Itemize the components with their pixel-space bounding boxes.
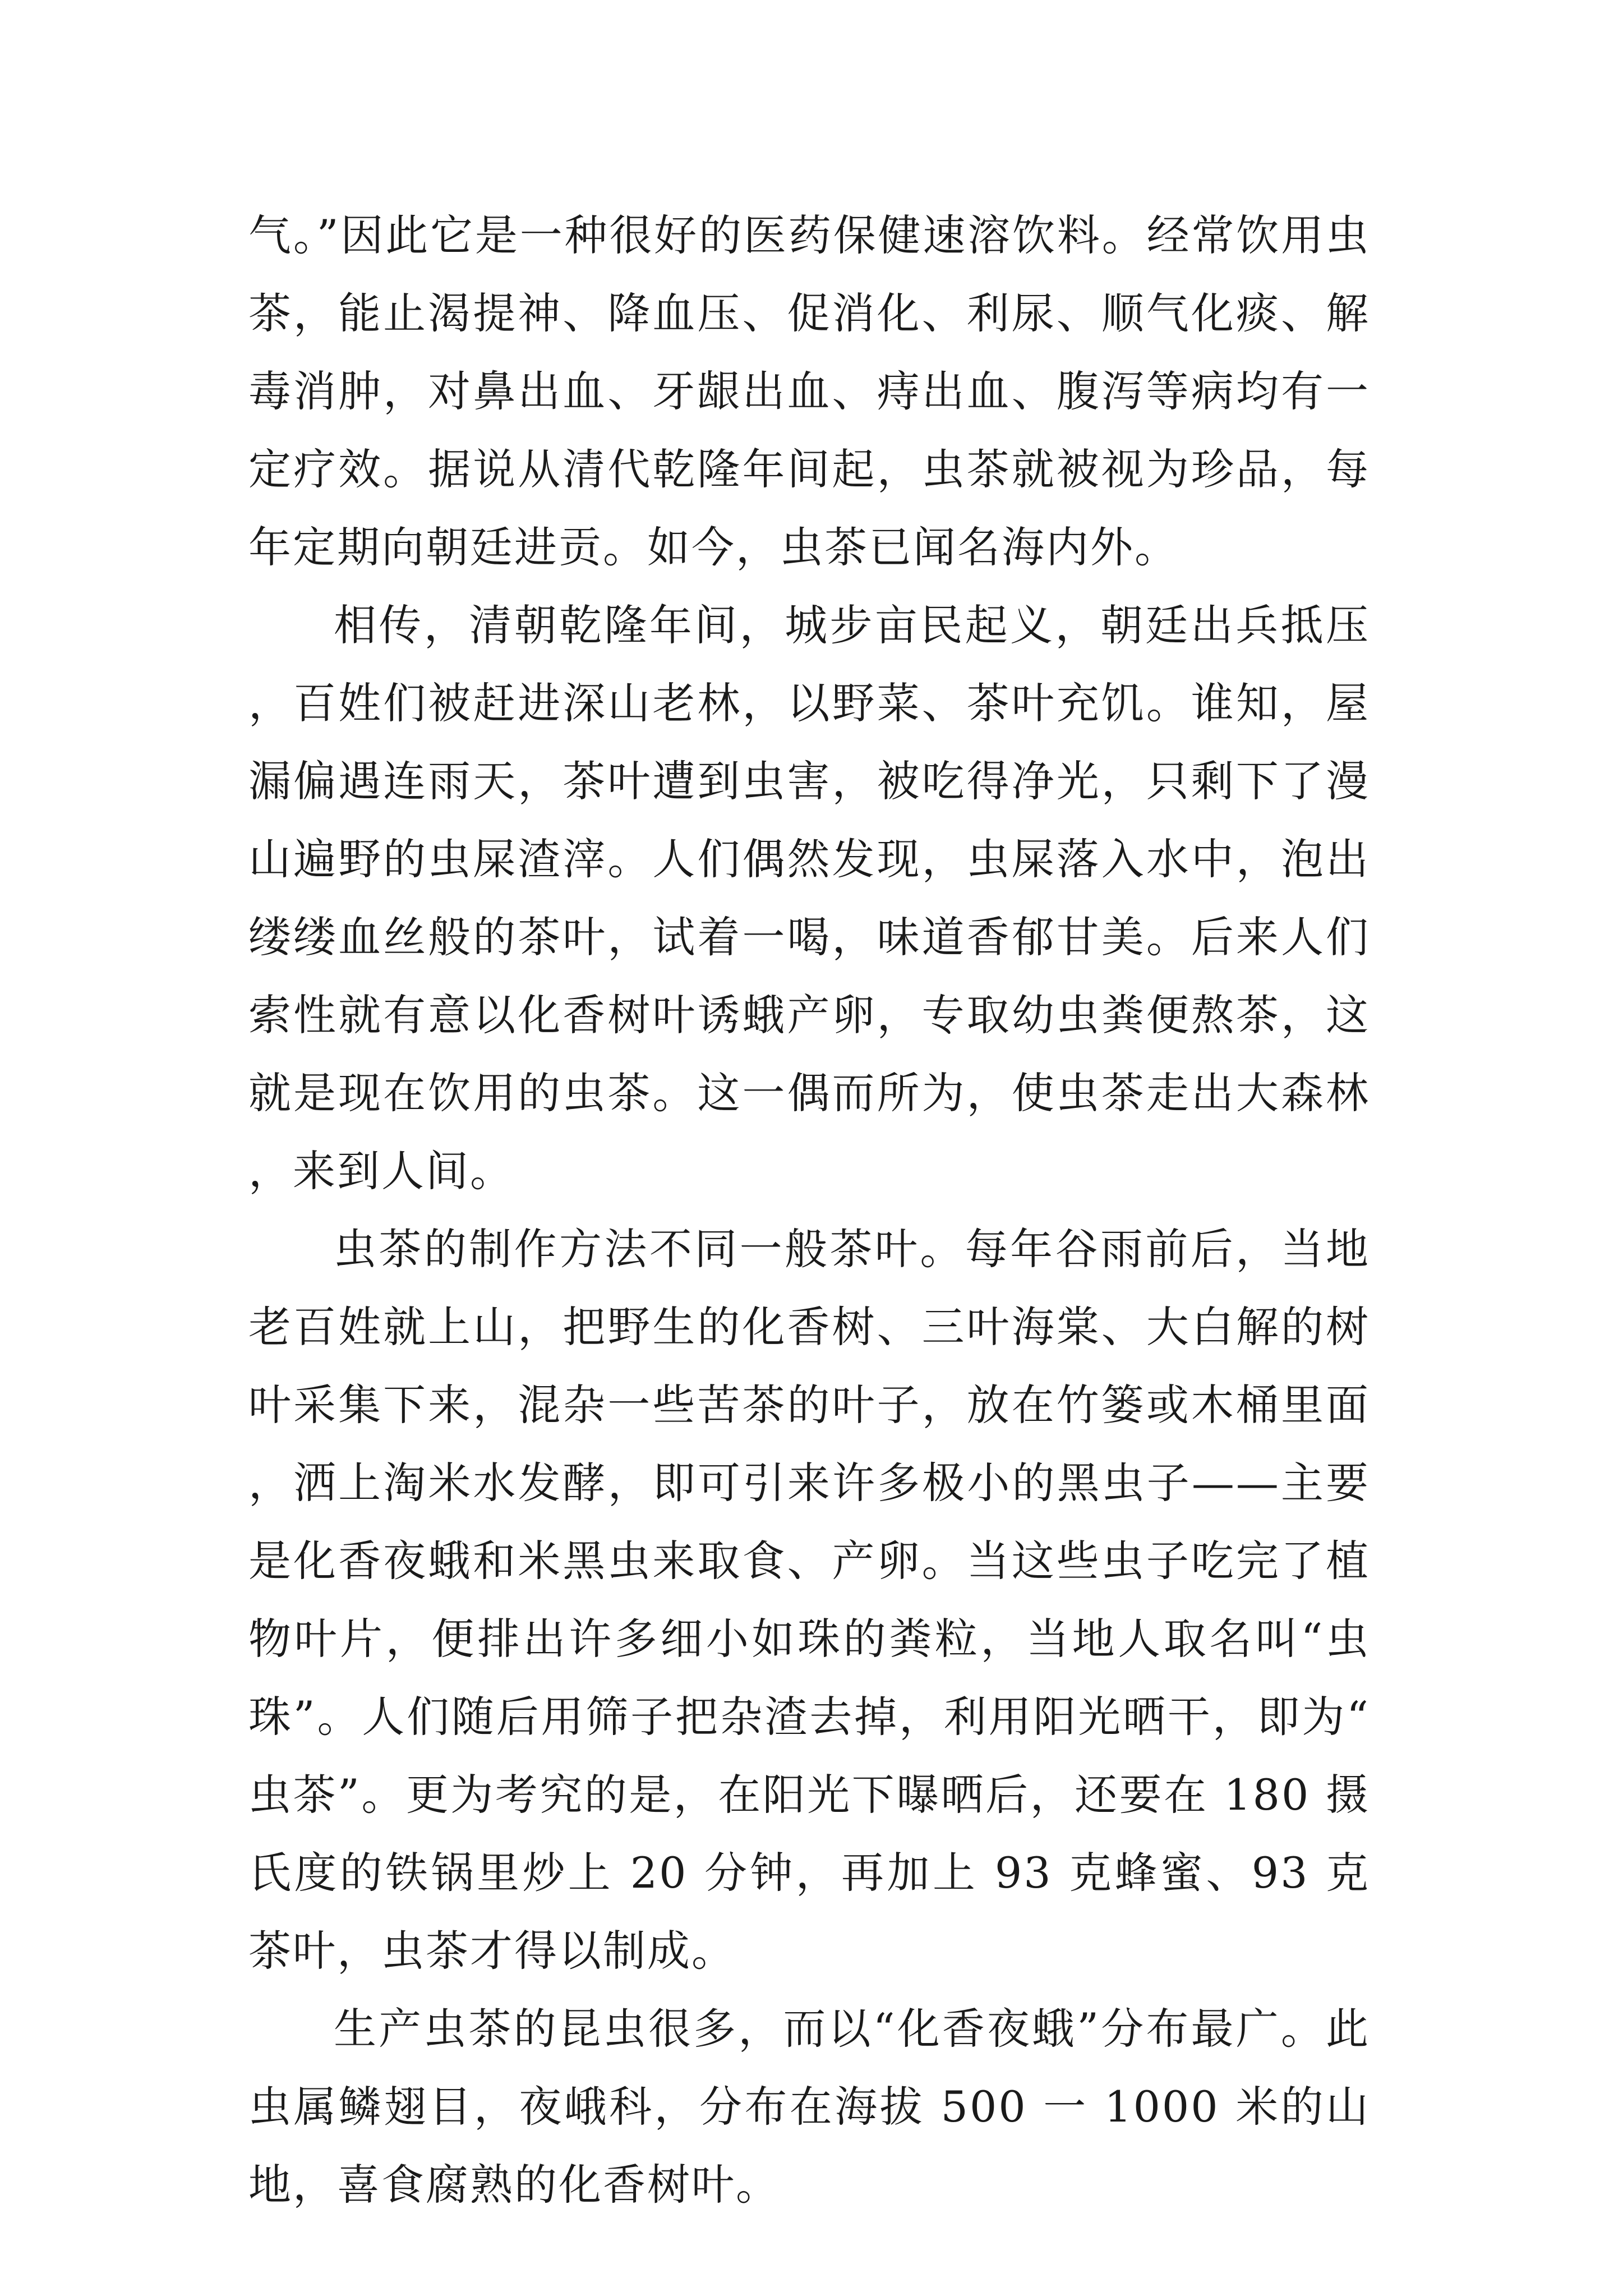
body-text xyxy=(248,196,1370,2224)
paragraph-production-method: 虫茶的制作方法不同一般茶叶。每年谷雨前后，当地老百姓就上山，把野生的化香树、三叶海棠、大白解的树叶采集下来，混杂一些苦茶的叶子，放在竹篓或木桶里面，洒上淘米水发酵，即可引来许多极小的黑虫子——主要是化香夜蛾和米黑虫来取食、产卵。当这些虫子吃完了植物叶片，便排出许多细小如珠的粪粒，当地人取名叫“虫珠”。人们随后用筛子把杂渣去掉，利用阳光晒干，即为“虫茶”。更为考究的是，在阳光下曝晒后，还要在 180 摄氏度的铁锅里炒上 20 分钟，再加上 93 克蜂蜜、93 克茶叶，虫茶才得以制成。 xyxy=(248,1224,1370,1976)
paragraph-legend: 相传，清朝乾隆年间，城步亩民起义，朝廷出兵抵压，百姓们被赶进深山老林，以野菜、茶叶充饥。谁知，屋漏偏遇连雨天，茶叶遭到虫害，被吃得净光，只剩下了漫山遍野的虫屎渣滓。人们偶然发现，虫屎落入水中，泡出缕缕血丝般的茶叶，试着一喝，味道香郁甘美。后来人们索性就有意以化香树叶诱蛾产卵，专取幼虫粪便熬茶，这就是现在饮用的虫茶。这一偶而所为，使虫茶走出大森林，来到人间。 xyxy=(248,600,1370,1196)
paragraph-insects: 生产虫茶的昆虫很多，而以“化香夜蛾”分布最广。此虫属鳞翅目，夜峨科，分布在海拔 500 一 1000 米的山地，喜食腐熟的化香树叶。 xyxy=(248,2004,1370,2210)
paragraph-continued: 气。”因此它是一种很好的医药保健速溶饮料。经常饮用虫茶，能止渴提神、降血压、促消化、利尿、顺气化痰、解毒消肿，对鼻出血、牙龈出血、痔出血、腹泻等病均有一定疗效。据说从清代乾隆年间起，虫茶就被视为珍品，每年定期向朝廷进贡。如今，虫茶已闻名海内外。 xyxy=(248,210,1370,572)
